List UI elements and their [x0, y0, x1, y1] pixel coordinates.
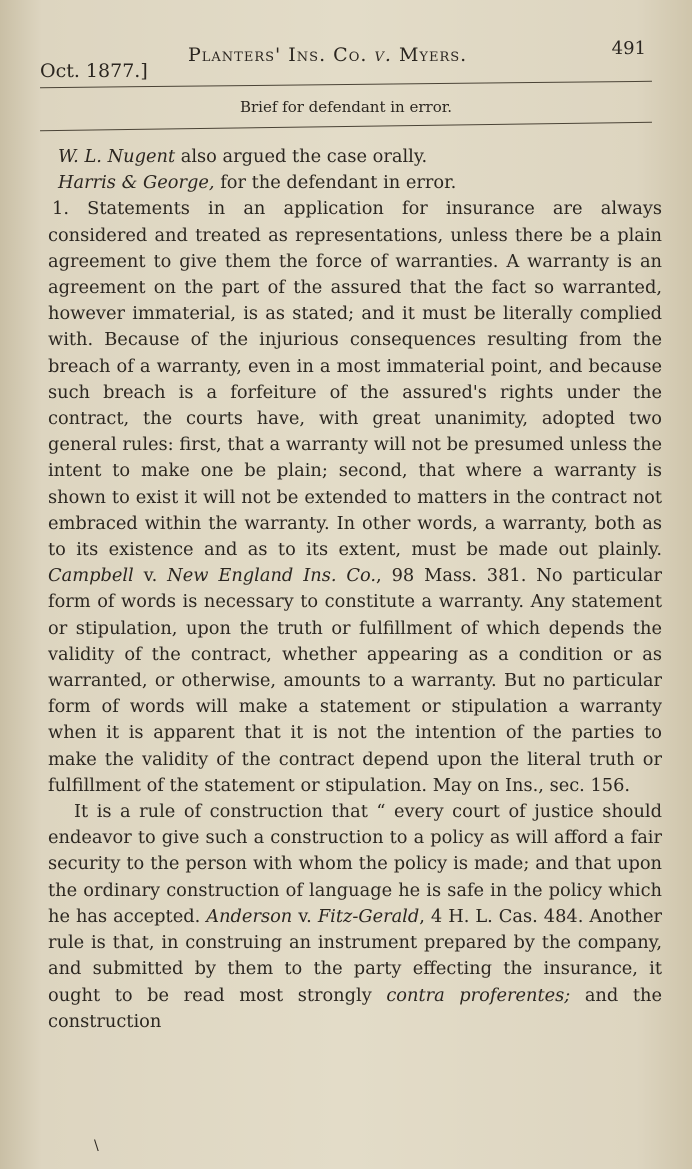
- footer-mark: \: [94, 1138, 99, 1154]
- text-run: , 4 H. L. Cas. 484. Another rule is that, in construing an instrument prepared by the company, and submitted by them to the party effecting the insurance, it ought to be read most strongly: [48, 905, 662, 1006]
- page-number: 491: [611, 38, 646, 59]
- text-run: also argued the case orally.: [175, 146, 428, 167]
- italic-citation-text: New England Ins. Co.: [167, 565, 377, 587]
- running-header: [40, 38, 652, 82]
- text-run: and the construction: [48, 984, 662, 1032]
- text-run: v.: [292, 905, 318, 927]
- italic-citation-text: Anderson: [206, 905, 293, 927]
- header-case-title: [188, 44, 467, 66]
- italic-citation-text: W. L. Nugent: [58, 146, 176, 167]
- paragraph-warranty-rules: [48, 196, 662, 799]
- header-title-versus: v.: [374, 44, 392, 66]
- section-subheading: Brief for defendant in error.: [239, 98, 453, 116]
- italic-citation-text: contra proferentes;: [386, 984, 571, 1006]
- subheading-divider: [40, 122, 652, 132]
- text-run: It is a rule of construction that “ every court of justice should endeavor to give such a construction to a policy as will afford a fair security to the person with whom the policy is made; and that upon the ordinary construction of language he is safe in the policy which he has accepted.: [48, 801, 662, 927]
- italic-citation-text: Campbell: [48, 565, 134, 587]
- text-run: 1. Statements in an application for insurance are always considered and treated as representations, unless there be a plain agreement to give them the force of warranties. A warranty is an agreement on the part of the assured that the fact so warranted, however immaterial, is as stated; and it must be literally complied with. Because of the injurious consequences resulting from the breach of a warranty, even in a most immaterial point, and because such breach is a forfeiture of the assured's rights under the contract, the courts have, with great unanimity, adopted two general rules: first, that a warranty will not be presumed unless the intent to make one be plain; second, that where a warranty is shown to exist it will not be extended to matters in the contract not embraced within the warranty. In other words, a warranty, both as to its existence and as to its extent, must be made out plainly.: [48, 198, 662, 561]
- text-run: v.: [133, 565, 168, 587]
- paragraph-construction-rule: [48, 799, 662, 1035]
- text-run: for the defendant in error.: [214, 172, 457, 194]
- header-date: Oct. 1877.]: [40, 60, 148, 82]
- paragraph-counsel-defendant: [48, 170, 662, 196]
- italic-citation-text: Harris & George,: [58, 172, 215, 194]
- header-title-part-b: Myers.: [398, 44, 468, 66]
- header-title-part-a: Planters' Ins. Co.: [188, 44, 368, 66]
- body-text: [48, 144, 662, 1035]
- paragraph-counsel-argument: [48, 144, 662, 170]
- italic-citation-text: Fitz-Gerald: [317, 905, 420, 927]
- text-run: , 98 Mass. 381. No particular form of words is necessary to constitute a warranty. Any statement or stipulation, upon the truth or fulfillment of which depends the validity of the contract, whether appearing as a condition or as warranted, or otherwise, amounts to a warranty. But no particular form of words will make a statement or stipulation a warranty when it is apparent that it is not the intention of the parties to make the validity of the contract depend upon the literal truth or fulfillment of the statement or stipulation. May on Ins., sec. 156.: [48, 565, 662, 796]
